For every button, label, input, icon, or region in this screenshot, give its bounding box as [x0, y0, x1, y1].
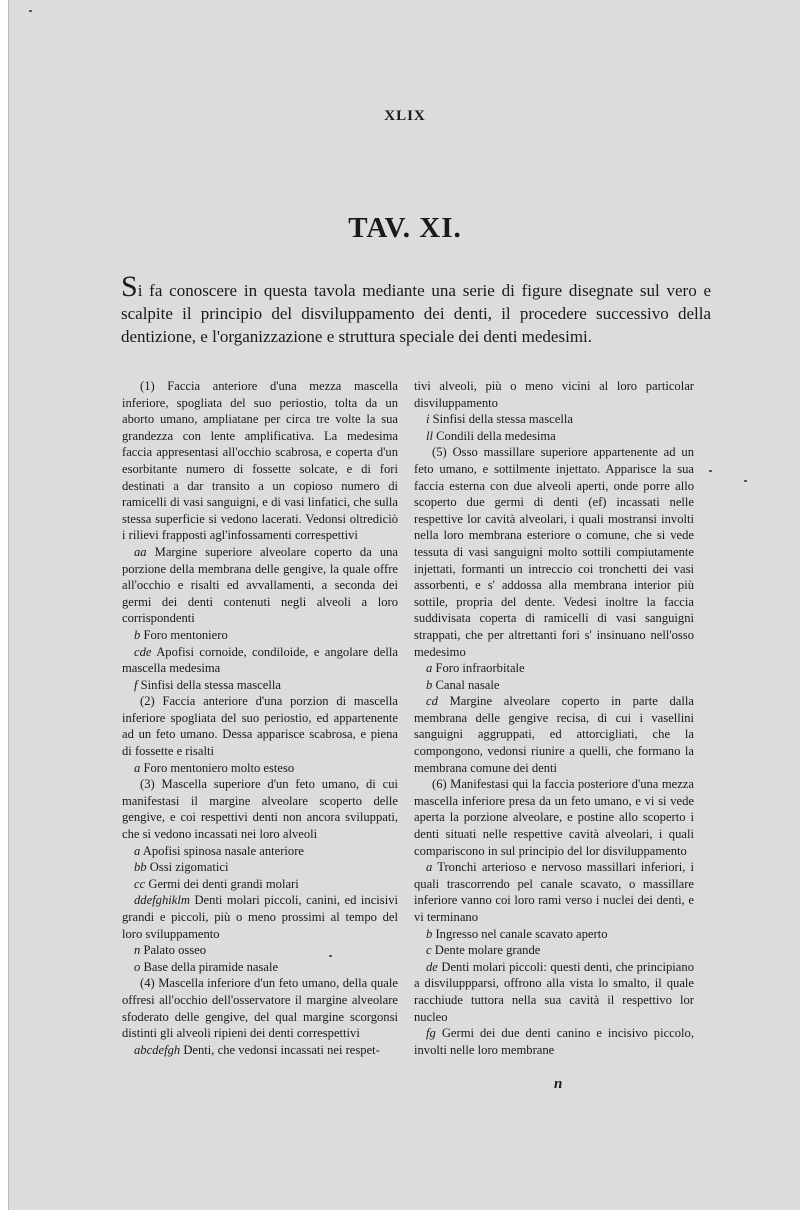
legend-key: ll	[426, 428, 433, 443]
entry-text: (1) Faccia anteriore d'una mezza mascella inferiore, spogliata del suo periostio, tolta da un aborto umano, ampliatane per circa tre volte la sua grandezza con lente amplificativa. La medesima faccia appresentasi all'occhio scabrosa, e coperta d'un esorbitante numero di fossette solcate, e di fori destinati a dar transito a un copioso numero di ramicelli di vasi sanguigni, e di vasi linfatici, che sulla stessa superficie si vedono lacerati. Vedonsi oltredicìò i rilievi frapposti agl'infossamenti correspettivi	[122, 379, 398, 543]
figure-description	[414, 776, 694, 859]
legend-key: o	[134, 959, 141, 974]
entry-text: Base della piramide nasale	[143, 959, 279, 974]
figure-description	[122, 975, 398, 1041]
entry-text: Foro mentoniero molto esteso	[143, 760, 295, 775]
legend-key: a	[134, 843, 141, 858]
legend-key: cde	[134, 644, 152, 659]
entry-text: Canal nasale	[435, 677, 500, 692]
entry-text: Apofisi spinosa nasale anteriore	[142, 843, 304, 858]
entry-text: Palato osseo	[143, 943, 207, 958]
scan-speck	[709, 470, 712, 472]
legend-key: a	[134, 760, 141, 775]
scan-speck	[744, 480, 747, 482]
legend-item	[122, 1042, 398, 1059]
legend-key: c	[426, 943, 432, 958]
legend-item	[122, 627, 398, 644]
intro-text: i fa conoscere in questa tavola mediante una serie di figure disegnate sul vero e scalpite il principio del disviluppamento dei denti, il procedere successivo della dentizione, e l'organizzazione e struttura speciale dei denti medesimi.	[121, 281, 711, 346]
legend-item	[414, 411, 694, 428]
legend-item	[414, 428, 694, 445]
legend-key: i	[426, 412, 430, 427]
legend-item	[414, 859, 694, 925]
legend-item	[414, 926, 694, 943]
entry-text: Dente molare grande	[434, 943, 541, 958]
legend-item	[122, 892, 398, 942]
scan-speck	[329, 955, 332, 957]
legend-key: aa	[134, 544, 147, 559]
drop-cap: S	[121, 270, 138, 303]
entry-text: (3) Mascella superiore d'un feto umano, di cui manifestasi il margine alveolare scoperto delle gengive, e coi respettivi denti non ancora sviluppati, che si vedono incassati nei loro alveoli	[122, 777, 398, 842]
legend-item	[414, 693, 694, 776]
legend-item	[414, 942, 694, 959]
legend-key: fg	[426, 1026, 436, 1041]
legend-item	[122, 843, 398, 860]
right-column	[414, 378, 694, 1058]
entry-text: Denti molari piccoli, canini, ed incisivi grandi e piccoli, più o meno prossimi al tempo del loro sviluppamento	[122, 893, 398, 941]
legend-key: cd	[426, 694, 438, 709]
legend-key: de	[426, 959, 438, 974]
legend-key: b	[426, 677, 433, 692]
legend-key: a	[426, 661, 433, 676]
entry-text: (4) Mascella inferiore d'un feto umano, della quale offresi all'occhio dell'osservatore il margine alveolare sfoderato delle gengive, del qual margine scorgonsi distinti gli alveoli ripieni dei denti correspettivi	[122, 976, 398, 1041]
entry-text: Margine alveolare coperto in parte dalla membrana delle gengive recisa, di cui i vasellini sanguigni aggruppati, ed attorcigliati, che la compongono, vedonsi riunire a quelli, che formano la membrana comune dei denti	[414, 694, 694, 775]
entry-text: Tronchi arterioso e nervoso massillari inferiori, i quali trascorrendo pel canale scavato, o massillare inferiore vanno coi loro rami verso i nuclei dei denti, e vi terminano	[414, 860, 694, 924]
legend-key: bb	[134, 860, 147, 875]
legend-key: abcdefgh	[134, 1042, 181, 1057]
figure-description	[122, 776, 398, 842]
scan-speck	[29, 10, 32, 12]
legend-key: a	[426, 860, 433, 875]
legend-key: cc	[134, 876, 146, 891]
entry-text: (6) Manifestasi qui la faccia posteriore d'una mezza mascella inferiore presa da un feto umano, e vi si vede aperta la porzione alveolare, e postine allo scoperto i denti situati nelle respettive cavità alveolari, i quali compariscono in sul principio del lor disviluppamento	[414, 777, 694, 858]
entry-text: Margine superiore alveolare coperto da una porzione della membrana delle gengive, la quale offre all'occhio e risalti ed avvallamenti, a seconda dei germi dei denti contenuti negli alveoli a loro corrispondenti	[122, 544, 399, 626]
entry-text: Germi dei denti grandi molari	[148, 876, 299, 891]
legend-item	[122, 544, 398, 627]
legend-key: b	[134, 627, 141, 642]
entry-text: Foro infraorbitale	[435, 661, 525, 676]
legend-item	[414, 1025, 694, 1058]
legend-item	[414, 677, 694, 694]
entry-text: Condili della medesima	[436, 428, 556, 443]
legend-item	[122, 959, 398, 976]
legend-item	[122, 859, 398, 876]
figure-description	[414, 378, 694, 411]
legend-item	[122, 760, 398, 777]
left-column	[122, 378, 398, 1058]
entry-text: Germi dei due denti canino e incisivo piccolo, involti nelle loro membrane	[414, 1026, 695, 1057]
entry-text: Apofisi cornoide, condiloide, e angolare della mascella medesima	[122, 644, 398, 676]
legend-key: b	[426, 926, 433, 941]
legend-key: ddefghiklm	[134, 893, 190, 908]
entry-text: tivi alveoli, più o meno vicini al loro particolar disviluppamento	[414, 379, 694, 410]
entry-text: Denti molari piccoli: questi denti, che principiano a disviluppparsi, offrono alla vista lo smalto, il quale racchiude tuttora nella sua cavità il respettivo lor nucleo	[414, 959, 694, 1024]
legend-key: n	[134, 943, 141, 958]
book-page	[8, 0, 800, 1210]
page-number: XLIX	[384, 108, 426, 124]
entry-text: (5) Osso massillare superiore appartenente ad un feto umano, e sottilmente injettato. Apparisce la sua faccia esterna con due alveoli aperti, onde porre allo scoperto due germi di denti (ef) incassati nelle respettive lor cavità alveolari, i quali mostransi involti nella loro membrana esteriore o comune, che si vede tessuta di vasi sanguigni molto sottili compiutamente injettati, formanti un intreccio coi tronchetti dei vasi assorbenti, e s' addossa alla membrana interior più sottile, propria del dente. Vedesi inoltre la faccia suddivisata coperta di ramicelli di vasi sanguigni strappati, che per altrettanti fori s' insinuano nell'osso medesimo	[414, 445, 694, 659]
entry-text: Ossi zigomatici	[149, 860, 229, 875]
plate-title: TAV. XI.	[348, 212, 462, 244]
legend-item	[122, 876, 398, 893]
entry-text: (2) Faccia anteriore d'una porzion di mascella inferiore spogliata del suo periostio, ed appartenente ad un feto umano. Dessa apparisce scabrosa, e piena di fossette e risalti	[122, 694, 398, 759]
legend-key: f	[134, 677, 138, 692]
catchword: n	[554, 1076, 563, 1092]
legend-item	[122, 644, 398, 677]
legend-item	[122, 677, 398, 694]
entry-text: Sinfisi della stessa mascella	[140, 677, 281, 692]
entry-text: Sinfisi della stessa mascella	[432, 412, 573, 427]
legend-item	[414, 660, 694, 677]
figure-description	[122, 378, 398, 544]
legend-item	[414, 959, 694, 1025]
entry-text: Denti, che vedonsi incassati nei respet-	[183, 1042, 380, 1057]
entry-text: Ingresso nel canale scavato aperto	[435, 926, 608, 941]
legend-item	[122, 942, 398, 959]
figure-description	[414, 444, 694, 660]
intro-paragraph	[121, 270, 711, 348]
figure-description	[122, 693, 398, 759]
entry-text: Foro mentoniero	[143, 627, 228, 642]
